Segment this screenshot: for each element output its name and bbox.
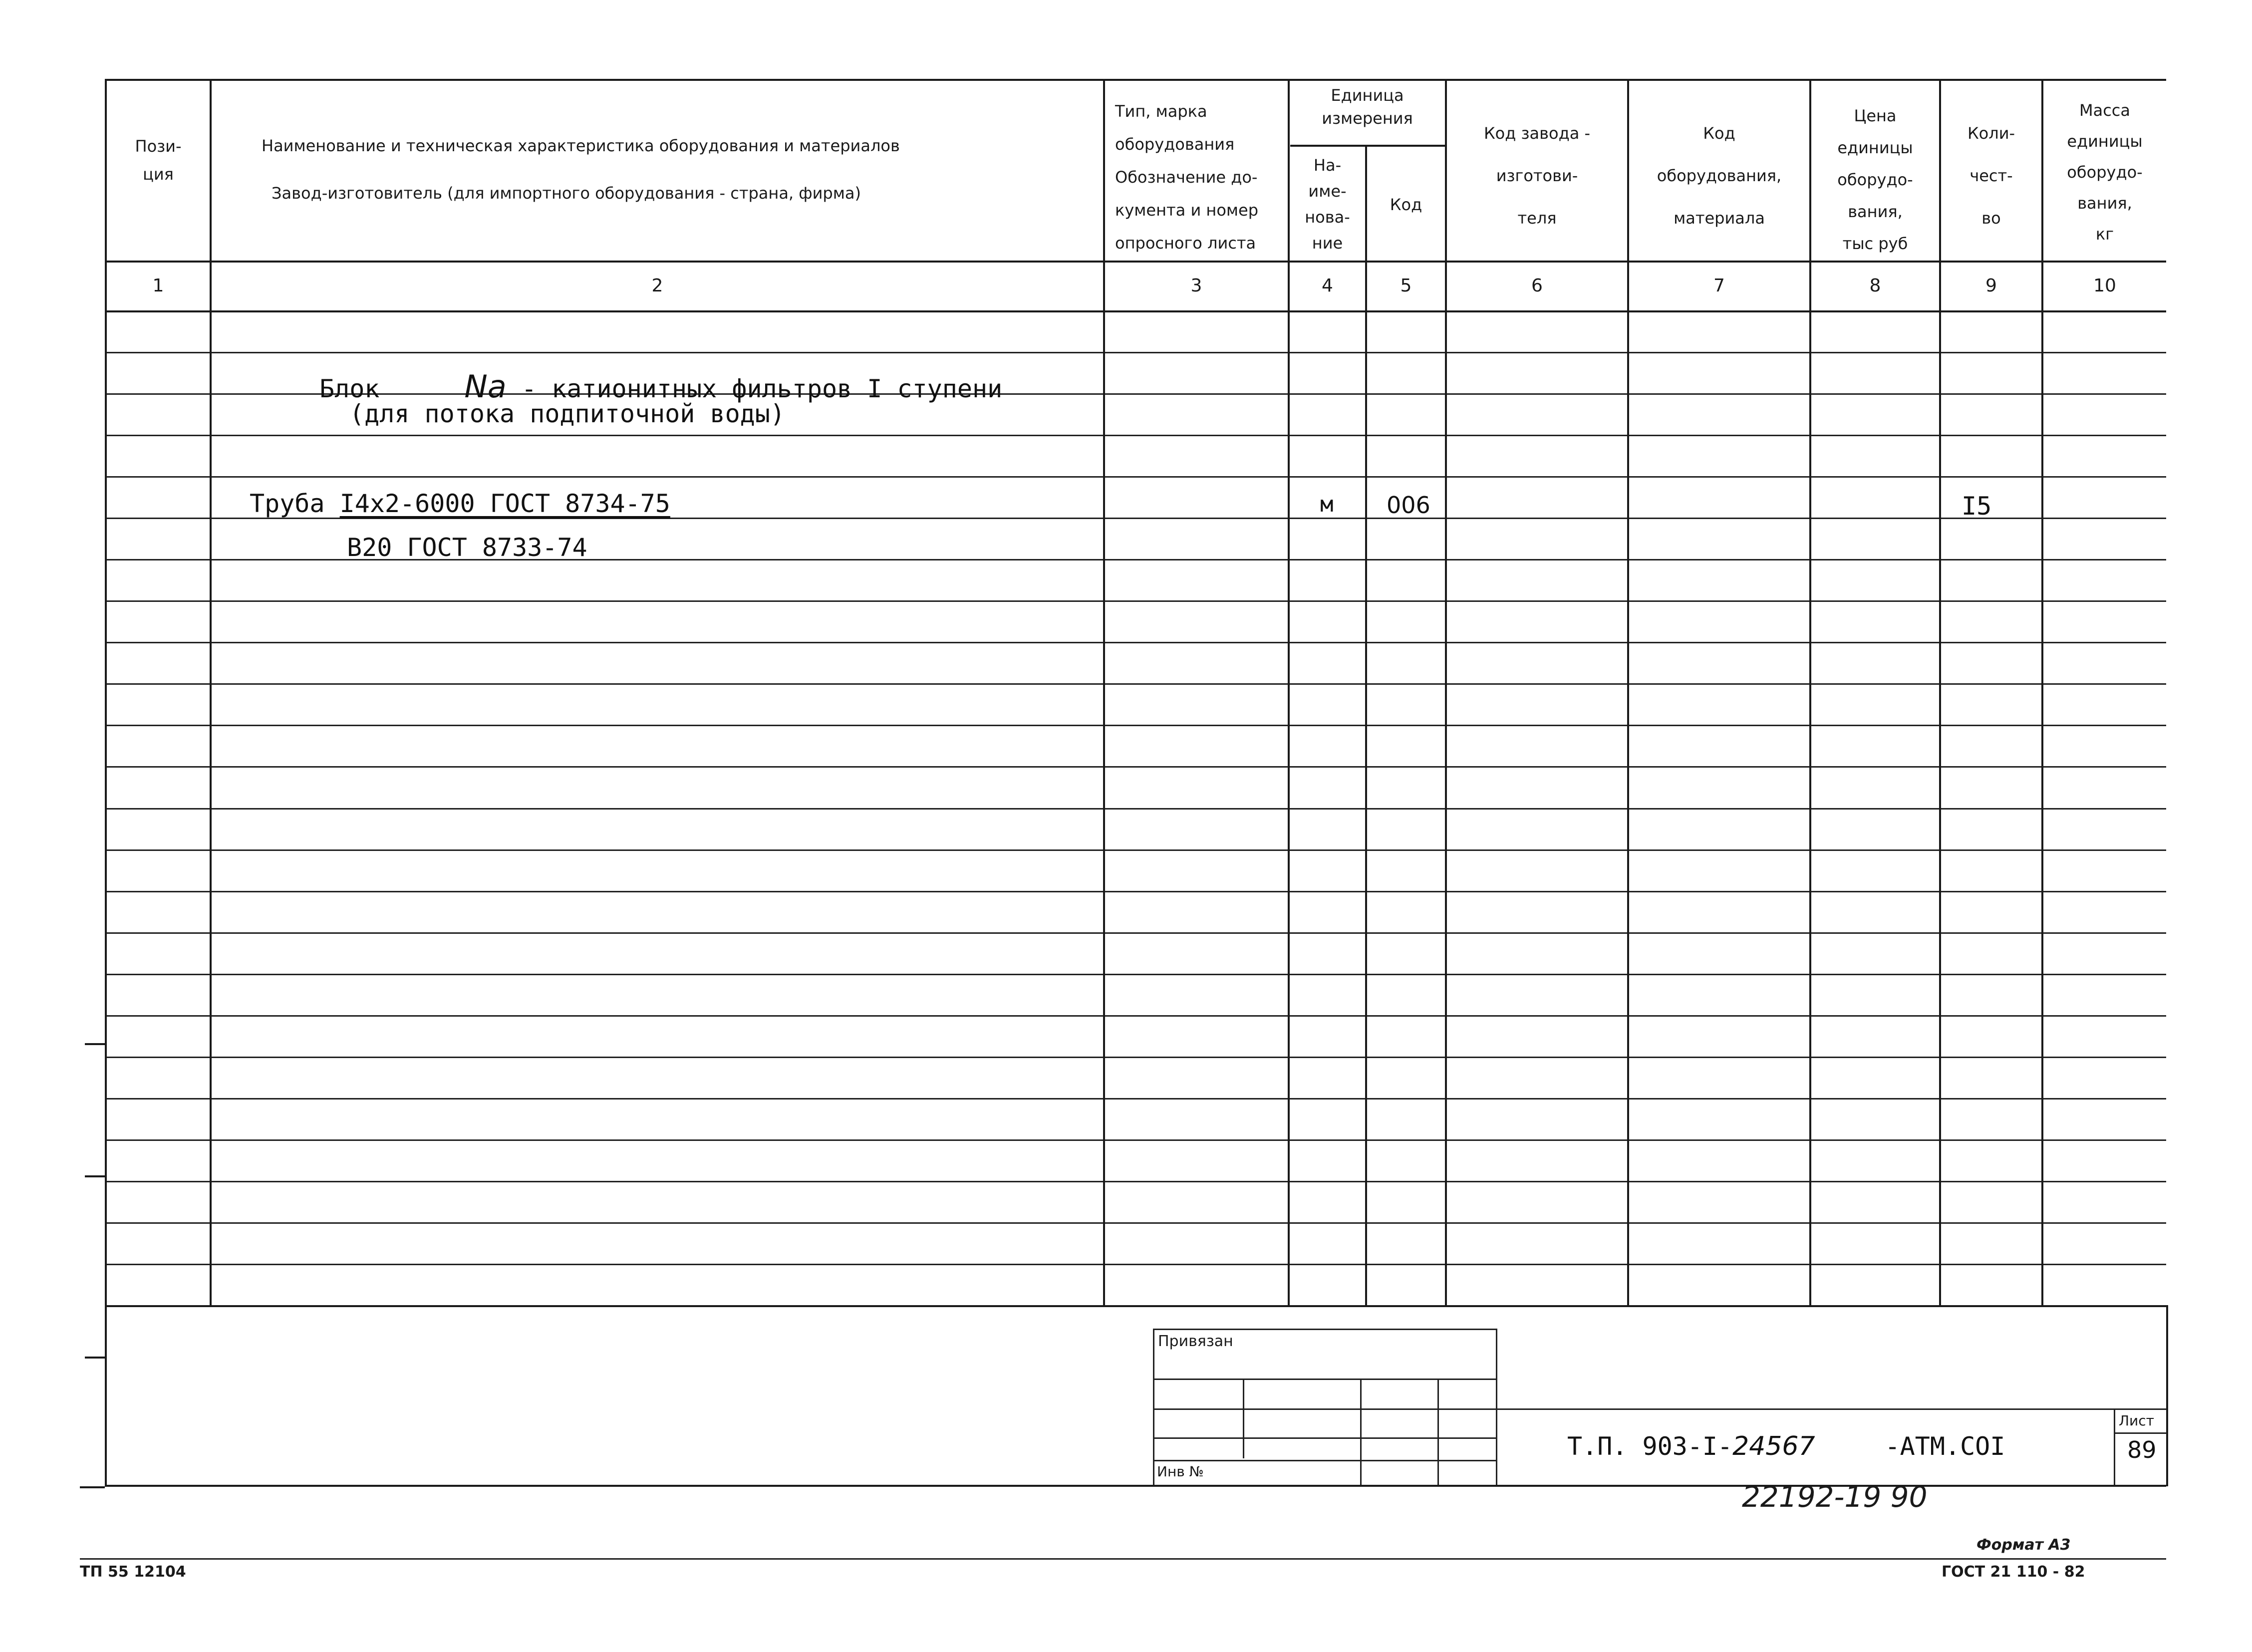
colnum-10: 10 xyxy=(2093,275,2116,296)
table-top-border xyxy=(105,79,2166,81)
colnum-1: 1 xyxy=(152,275,164,296)
table-row xyxy=(107,435,2166,436)
item-name-line1 xyxy=(250,489,670,518)
stamp-inv-no: Инв № xyxy=(1157,1463,1204,1480)
colnum-6: 6 xyxy=(1531,275,1543,296)
table-row xyxy=(107,683,2166,685)
table-row xyxy=(107,600,2166,602)
table-row xyxy=(107,1098,2166,1100)
item-quantity: I5 xyxy=(1962,492,1992,521)
table-row xyxy=(107,849,2166,851)
table-row xyxy=(107,766,2166,768)
frame-tick xyxy=(80,1486,105,1488)
item-name-pre: Труба xyxy=(250,489,340,518)
table-row xyxy=(107,1015,2166,1017)
sheet-label: Лист xyxy=(2119,1412,2154,1429)
unit-group-divider xyxy=(1290,145,1446,147)
table-row xyxy=(107,642,2166,643)
item-name-spec: I4x2-6000 ГОСТ 8734-75 xyxy=(339,489,670,518)
margin-tick xyxy=(85,1043,105,1045)
sheet-divider xyxy=(2114,1408,2115,1485)
block-title-symbol: Na xyxy=(464,368,507,405)
footer-line xyxy=(80,1558,2166,1560)
body-bottom-border xyxy=(105,1305,2166,1307)
header-manufacturer-code: Код завода - изготови- теля xyxy=(1483,124,1591,228)
table-row xyxy=(107,1139,2166,1141)
stamp-row xyxy=(1153,1408,1497,1410)
margin-tick xyxy=(85,1357,105,1359)
footer-format: Формат А3 xyxy=(1976,1536,2071,1554)
colnum-9: 9 xyxy=(1985,275,1997,296)
table-row xyxy=(107,808,2166,810)
colnum-8: 8 xyxy=(1869,275,1881,296)
stamp-col xyxy=(1360,1378,1362,1485)
sheet-number: 89 xyxy=(2127,1436,2157,1463)
doc-code-suffix: -АТМ.СОI xyxy=(1885,1432,2005,1461)
colnum-2: 2 xyxy=(651,275,663,296)
col-divider-1 xyxy=(210,79,212,1307)
table-row xyxy=(107,974,2166,975)
header-mass: Масса единицы оборудо- вания, кг xyxy=(2067,101,2143,244)
frame-right-border xyxy=(2166,1305,2168,1486)
title-block-top xyxy=(1496,1408,2166,1410)
stamp-row xyxy=(1153,1378,1497,1380)
table-row xyxy=(107,1222,2166,1224)
archive-number: 22192-19 90 xyxy=(1742,1480,1928,1514)
table-row xyxy=(107,1057,2166,1058)
stamp-top xyxy=(1153,1329,1497,1330)
header-name: Наименование и техническая характеристика оборудования и материалов Завод-изготовитель (для импортного оборудования - страна, фирма) xyxy=(262,136,900,203)
stamp-row xyxy=(1153,1460,1497,1461)
col-divider-9 xyxy=(2041,79,2043,1307)
col-divider-8 xyxy=(1939,79,1941,1307)
doc-code xyxy=(1567,1431,2005,1461)
table-row xyxy=(107,891,2166,892)
block-title-post: - катионитных фильтров I ступени xyxy=(521,374,1003,403)
header-unit-group: Единица измерения xyxy=(1322,86,1413,128)
stamp-col xyxy=(1243,1378,1244,1458)
colnum-3: 3 xyxy=(1190,275,1202,296)
colnum-bottom-border xyxy=(105,310,2166,312)
table-row xyxy=(107,932,2166,934)
col-divider-4 xyxy=(1365,145,1367,1307)
header-position: Пози- ция xyxy=(135,137,182,184)
sheet-label-divider xyxy=(2114,1432,2166,1434)
item-name-line2: В20 ГОСТ 8733-74 xyxy=(347,533,587,562)
table-row xyxy=(107,1264,2166,1265)
header-type: Тип, марка оборудования Обозначение до- кумента и номер опросного листа xyxy=(1115,102,1259,253)
doc-code-main: Т.П. 903-I- xyxy=(1567,1432,1733,1461)
colnum-7: 7 xyxy=(1713,275,1725,296)
table-row xyxy=(107,352,2166,353)
block-subtitle: (для потока подпиточной воды) xyxy=(349,399,785,428)
table-row xyxy=(107,476,2166,478)
table-row xyxy=(107,725,2166,726)
colnum-4: 4 xyxy=(1322,275,1333,296)
header-bottom-border xyxy=(105,261,2166,263)
col-divider-2 xyxy=(1103,79,1105,1307)
footer-left-code: ТП 55 12104 xyxy=(80,1563,186,1581)
stamp-row xyxy=(1153,1437,1497,1439)
stamp-privyazan: Привязан xyxy=(1158,1333,1233,1350)
col-divider-5 xyxy=(1445,79,1447,1307)
header-unit-code: Код xyxy=(1390,195,1422,214)
stamp-col xyxy=(1437,1378,1439,1485)
header-unit-name: На- име- нова- ние xyxy=(1305,156,1350,253)
header-quantity: Коли- чест- во xyxy=(1967,124,2015,228)
item-unit-code: 006 xyxy=(1387,492,1430,519)
block-title-pre: Блок xyxy=(319,374,380,403)
margin-tick xyxy=(85,1175,105,1177)
col-divider-7 xyxy=(1809,79,1811,1307)
colnum-5: 5 xyxy=(1400,275,1412,296)
stamp-left xyxy=(1153,1329,1154,1485)
item-unit: м xyxy=(1320,492,1334,517)
header-price: Цена единицы оборудо- вания, тыс руб xyxy=(1837,106,1913,253)
table-row xyxy=(107,1181,2166,1182)
doc-code-hand: 24567 xyxy=(1732,1431,1815,1461)
stamp-right xyxy=(1496,1329,1497,1485)
col-divider-6 xyxy=(1627,79,1629,1307)
header-equipment-code: Код оборудования, материала xyxy=(1657,124,1782,228)
footer-gost: ГОСТ 21 110 - 82 xyxy=(1942,1563,2085,1581)
col-divider-3 xyxy=(1288,79,1290,1307)
